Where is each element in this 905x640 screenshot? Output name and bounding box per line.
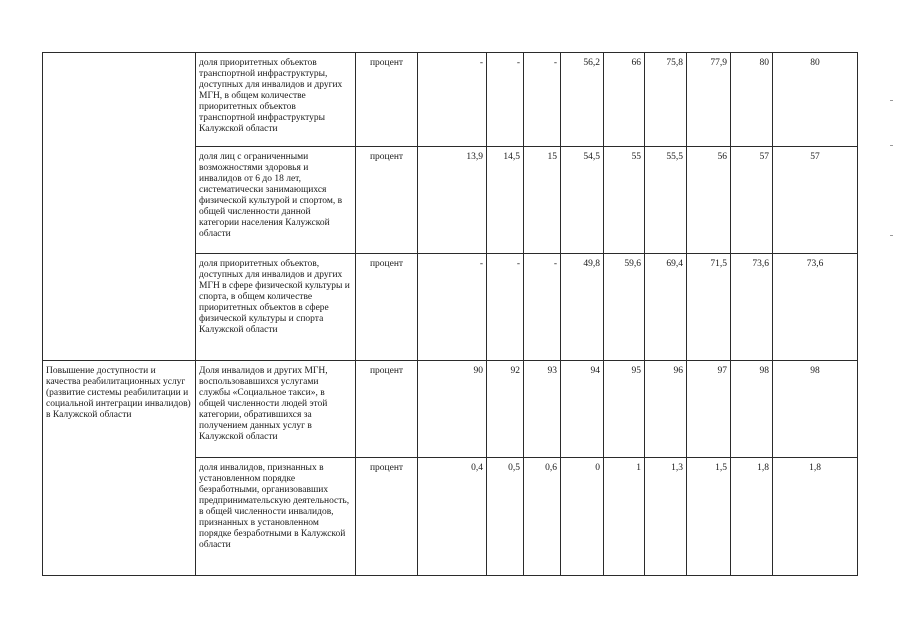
value-cell: 73,6: [773, 254, 858, 361]
value-cell: 55,5: [645, 147, 687, 254]
indicator-cell: доля приоритетных объектов, доступных для инвалидов и других МГН в сфере физической культуры и спорта, в общем количестве приоритетных объектов в сфере физической культуры и спорта Калужской области: [196, 254, 356, 361]
value-cell: 0,4: [418, 458, 487, 576]
value-cell: 1,8: [773, 458, 858, 576]
value-cell: 56: [687, 147, 731, 254]
table-row: [43, 361, 858, 458]
value-cell: 1: [604, 458, 645, 576]
value-cell: -: [487, 53, 524, 147]
value-cell: 1,8: [731, 458, 773, 576]
scan-mark: [890, 100, 893, 101]
scan-mark: [890, 235, 893, 236]
value-cell: 94: [561, 361, 604, 458]
unit-cell: процент: [356, 254, 418, 361]
indicator-cell: доля приоритетных объектов транспортной инфраструктуры, доступных для инвалидов и других МГН, в общем количестве приоритетных объектов транспортной инфраструктуры Калужской области: [196, 53, 356, 147]
value-cell: -: [418, 53, 487, 147]
unit-cell: процент: [356, 458, 418, 576]
value-cell: -: [524, 254, 561, 361]
value-cell: 1,3: [645, 458, 687, 576]
value-cell: 15: [524, 147, 561, 254]
goal-cell: Повышение доступности и качества реабилитационных услуг (развитие системы реабилитации и социальной интеграции инвалидов) в Калужской области: [43, 361, 196, 576]
value-cell: 57: [773, 147, 858, 254]
goal-cell: [43, 53, 196, 361]
scan-mark: [890, 145, 893, 146]
value-cell: 96: [645, 361, 687, 458]
value-cell: 0,5: [487, 458, 524, 576]
value-cell: 13,9: [418, 147, 487, 254]
value-cell: 71,5: [687, 254, 731, 361]
value-cell: 98: [773, 361, 858, 458]
value-cell: -: [524, 53, 561, 147]
unit-cell: процент: [356, 361, 418, 458]
value-cell: -: [418, 254, 487, 361]
value-cell: 95: [604, 361, 645, 458]
indicator-cell: доля лиц с ограниченными возможностями здоровья и инвалидов от 6 до 18 лет, систематически занимающихся физической культурой и спортом, в общей численности данной категории населения Калужской области: [196, 147, 356, 254]
value-cell: 97: [687, 361, 731, 458]
table-row: [43, 53, 858, 147]
value-cell: 59,6: [604, 254, 645, 361]
indicator-cell: доля инвалидов, признанных в установленном порядке безработными, организовавших предпринимательскую деятельность, в общей численности инвалидов, признанных в установленном порядке безработными в Калужской области: [196, 458, 356, 576]
value-cell: 90: [418, 361, 487, 458]
value-cell: 49,8: [561, 254, 604, 361]
value-cell: 80: [731, 53, 773, 147]
value-cell: 69,4: [645, 254, 687, 361]
value-cell: 98: [731, 361, 773, 458]
value-cell: 55: [604, 147, 645, 254]
value-cell: 54,5: [561, 147, 604, 254]
value-cell: 56,2: [561, 53, 604, 147]
value-cell: 93: [524, 361, 561, 458]
value-cell: 0: [561, 458, 604, 576]
value-cell: 14,5: [487, 147, 524, 254]
indicator-cell: Доля инвалидов и других МГН, воспользовавшихся услугами службы «Социальное такси», в общей численности людей этой категории, обратившихся за получением данных услуг в Калужской области: [196, 361, 356, 458]
value-cell: 80: [773, 53, 858, 147]
unit-cell: процент: [356, 53, 418, 147]
value-cell: 66: [604, 53, 645, 147]
indicators-table: [42, 52, 858, 576]
value-cell: 75,8: [645, 53, 687, 147]
value-cell: 92: [487, 361, 524, 458]
value-cell: 57: [731, 147, 773, 254]
value-cell: 73,6: [731, 254, 773, 361]
value-cell: 77,9: [687, 53, 731, 147]
value-cell: 0,6: [524, 458, 561, 576]
value-cell: -: [487, 254, 524, 361]
unit-cell: процент: [356, 147, 418, 254]
value-cell: 1,5: [687, 458, 731, 576]
